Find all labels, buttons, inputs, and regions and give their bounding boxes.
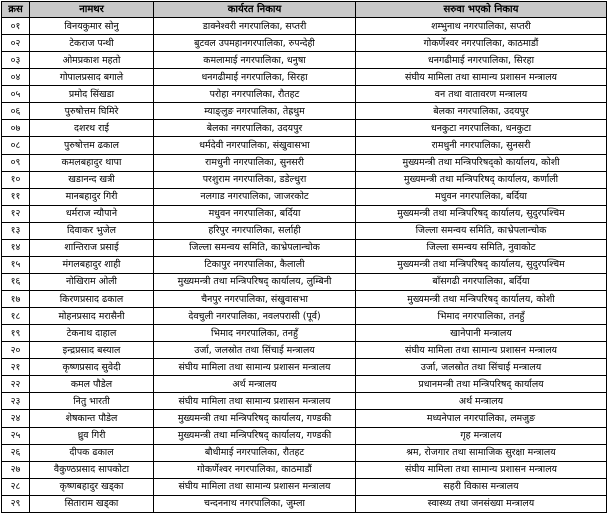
cell-serial: ०८ <box>2 137 30 154</box>
cell-serial: ०२ <box>2 35 30 52</box>
cell-name: दीपक ढकाल <box>30 444 154 461</box>
cell-serial: २० <box>2 342 30 359</box>
cell-transferred-office: संघीय मामिला तथा सामान्य प्रशासन मन्त्रालय <box>356 69 607 86</box>
table-row <box>2 154 607 171</box>
cell-transferred-office: जिल्ला समन्वय समिति, काभ्रेपलान्चोक <box>356 222 607 239</box>
cell-serial: ०९ <box>2 154 30 171</box>
cell-current-office: बेलका नगरपालिका, उदयपुर <box>154 120 356 137</box>
cell-current-office: रामधुनी नगरपालिका, सुनसरी <box>154 154 356 171</box>
table-row <box>2 52 607 69</box>
cell-name: दशरथ राई <box>30 120 154 137</box>
table-row <box>2 18 607 35</box>
cell-name: शेषकान्त पौडेल <box>30 410 154 427</box>
cell-serial: १४ <box>2 239 30 256</box>
cell-serial: १० <box>2 171 30 188</box>
cell-transferred-office: गृह मन्त्रालय <box>356 427 607 444</box>
table-header-row <box>2 2 607 18</box>
cell-transferred-office: भिमाद नगरपालिका, तनहुँ <box>356 308 607 325</box>
table-row <box>2 86 607 103</box>
table-row <box>2 478 607 495</box>
cell-transferred-office: संघीय मामिला तथा सामान्य प्रशासन मन्त्रालय <box>356 342 607 359</box>
cell-name: मानबहादुर गिरी <box>30 188 154 205</box>
cell-serial: ०३ <box>2 52 30 69</box>
cell-transferred-office: जिल्ला समन्वय समिति, नुवाकोट <box>356 239 607 256</box>
cell-name: किरणप्रसाद ढकाल <box>30 291 154 308</box>
cell-serial: ०७ <box>2 120 30 137</box>
table-row <box>2 308 607 325</box>
cell-transferred-office: उर्जा, जलस्रोत तथा सिंचाई मन्त्रालय <box>356 359 607 376</box>
cell-current-office: धनगढीमाई नगरपालिका, सिरहा <box>154 69 356 86</box>
cell-serial: २८ <box>2 478 30 495</box>
cell-serial: १५ <box>2 256 30 273</box>
cell-current-office: संघीय मामिला तथा सामान्य प्रशासन मन्त्रालय <box>154 393 356 410</box>
table-row <box>2 256 607 273</box>
cell-serial: २६ <box>2 444 30 461</box>
cell-serial: २५ <box>2 427 30 444</box>
cell-transferred-office: श्रम, रोजगार तथा सामाजिक सुरक्षा मन्त्रालय <box>356 444 607 461</box>
cell-current-office: अर्थ मन्त्रालय <box>154 376 356 393</box>
cell-name: नितु भारती <box>30 393 154 410</box>
cell-current-office: मुख्यमन्त्री तथा मन्त्रिपरिषद् कार्यालय, गण्डकी <box>154 410 356 427</box>
cell-serial: २२ <box>2 376 30 393</box>
table-row <box>2 495 607 512</box>
cell-current-office: डाक्नेश्वरी नगरपालिका, सप्तरी <box>154 18 356 35</box>
table-row <box>2 188 607 205</box>
cell-serial: २७ <box>2 461 30 478</box>
table-row <box>2 69 607 86</box>
table-row <box>2 325 607 342</box>
cell-name: कमल पौडेल <box>30 376 154 393</box>
cell-name: मंगलबहादुर शाही <box>30 256 154 273</box>
cell-transferred-office: बेलका नगरपालिका, उदयपुर <box>356 103 607 120</box>
cell-serial: २४ <box>2 410 30 427</box>
cell-transferred-office: धनगढीमाई नगरपालिका, सिरहा <box>356 52 607 69</box>
table-body <box>2 18 607 513</box>
cell-serial: १८ <box>2 308 30 325</box>
cell-name: सिताराम खड्का <box>30 495 154 512</box>
cell-transferred-office: शम्भुनाथ नगरपालिका, सप्तरी <box>356 18 607 35</box>
cell-current-office: धर्मदेवी नगरपालिका, संखुवासभा <box>154 137 356 154</box>
cell-current-office: बुटवल उपमहानगरपालिका, रुपन्देही <box>154 35 356 52</box>
table-row <box>2 273 607 290</box>
cell-transferred-office: संघीय मामिला तथा सामान्य प्रशासन मन्त्रालय <box>356 461 607 478</box>
cell-name: मोहनप्रसाद मरासैनी <box>30 308 154 325</box>
cell-current-office: मुख्यमन्त्री तथा मन्त्रिपरिषद् कार्यालय, गण्डकी <box>154 427 356 444</box>
cell-name: इन्द्रप्रसाद बस्याल <box>30 342 154 359</box>
cell-transferred-office: अर्थ मन्त्रालय <box>356 393 607 410</box>
cell-serial: ०१ <box>2 18 30 35</box>
table-row <box>2 205 607 222</box>
table-row <box>2 342 607 359</box>
cell-name: टेकनाथ दाहाल <box>30 325 154 342</box>
cell-current-office: कमलामाई नगरपालिका, धनुषा <box>154 52 356 69</box>
table-row <box>2 427 607 444</box>
cell-current-office: चैनपुर नगरपालिका, संखुवासभा <box>154 291 356 308</box>
cell-current-office: बौधीमाई नगरपालिका, रौतहट <box>154 444 356 461</box>
cell-serial: २९ <box>2 495 30 512</box>
table-row <box>2 35 607 52</box>
header-transferred-office: सरुवा भएको निकाय <box>356 2 607 18</box>
cell-current-office: मधुवन नगरपालिका, बर्दिया <box>154 205 356 222</box>
table-row <box>2 359 607 376</box>
table-row <box>2 137 607 154</box>
cell-current-office: म्याङ्लुङ नगरपालिका, तेह्रथुम <box>154 103 356 120</box>
cell-serial: १३ <box>2 222 30 239</box>
cell-name: ध्रुव गिरी <box>30 427 154 444</box>
cell-transferred-office: गोकर्णेश्वर नगरपालिका, काठमाडौं <box>356 35 607 52</box>
cell-serial: १७ <box>2 291 30 308</box>
cell-current-office: परशुराम नगरपालिका, डडेल्धुरा <box>154 171 356 188</box>
cell-name: पुरुषोत्तम ढकाल <box>30 137 154 154</box>
cell-name: कृष्णबहादुर खड्का <box>30 478 154 495</box>
cell-current-office: गोकर्णेश्वर नगरपालिका, काठमाडौं <box>154 461 356 478</box>
transfer-table <box>1 1 607 513</box>
cell-serial: १६ <box>2 273 30 290</box>
cell-transferred-office: प्रधानमन्त्री तथा मन्त्रिपरिषद् कार्यालय <box>356 376 607 393</box>
cell-name: विनयकुमार सोनु <box>30 18 154 35</box>
cell-current-office: नलगाड नगरपालिका, जाजरकोट <box>154 188 356 205</box>
cell-transferred-office: स्वास्थ्य तथा जनसंख्या मन्त्रालय <box>356 495 607 512</box>
cell-name: शान्तिराज प्रसाई <box>30 239 154 256</box>
cell-current-office: संघीय मामिला तथा सामान्य प्रशासन मन्त्रालय <box>154 359 356 376</box>
cell-current-office: भिमाद नगरपालिका, तनहुँ <box>154 325 356 342</box>
table-row <box>2 291 607 308</box>
cell-serial: १९ <box>2 325 30 342</box>
table-row <box>2 410 607 427</box>
cell-name: गोपालप्रसाद बगाले <box>30 69 154 86</box>
cell-current-office: मुख्यमन्त्री तथा मन्त्रिपरिषद् कार्यालय, लुम्बिनी <box>154 273 356 290</box>
table-row <box>2 461 607 478</box>
table-row <box>2 222 607 239</box>
table-row <box>2 120 607 137</box>
header-serial: क्रस <box>2 2 30 18</box>
cell-transferred-office: मुख्यमन्त्री तथा मन्त्रिपरिषद् कार्यालय, कोशी <box>356 291 607 308</box>
cell-name: नोखिराम ओली <box>30 273 154 290</box>
cell-transferred-office: मुख्यमन्त्री तथा मन्त्रिपरिषद् कार्यालय, सुदुरपश्चिम <box>356 256 607 273</box>
cell-serial: ०५ <box>2 86 30 103</box>
cell-current-office: परोहा नगरपालिका, रौतहट <box>154 86 356 103</box>
table-row <box>2 171 607 188</box>
cell-current-office: उर्जा, जलस्रोत तथा सिंचाई मन्त्रालय <box>154 342 356 359</box>
table-row <box>2 444 607 461</box>
cell-transferred-office: रामधुनी नगरपालिका, सुनसरी <box>356 137 607 154</box>
cell-transferred-office: मुख्यमन्त्री तथा मन्त्रिपरिषद् कार्यालय, सुदुरपश्चिम <box>356 205 607 222</box>
cell-name: प्रमोद सिंखडा <box>30 86 154 103</box>
cell-name: कृष्णप्रसाद सुवेदी <box>30 359 154 376</box>
cell-transferred-office: मुख्यमन्त्री तथा मन्त्रिपरिषद् कार्यालय, कर्णाली <box>356 171 607 188</box>
cell-name: खडानन्द खत्री <box>30 171 154 188</box>
cell-serial: ११ <box>2 188 30 205</box>
cell-serial: २३ <box>2 393 30 410</box>
cell-current-office: चन्दननाथ नगरपालिका, जुम्ला <box>154 495 356 512</box>
table-row <box>2 393 607 410</box>
cell-serial: १२ <box>2 205 30 222</box>
table-row <box>2 103 607 120</box>
cell-name: कमलबहादुर थापा <box>30 154 154 171</box>
cell-transferred-office: खानेपानी मन्त्रालय <box>356 325 607 342</box>
cell-name: टेकराज पन्थी <box>30 35 154 52</box>
cell-current-office: जिल्ला समन्वय समिति, काभ्रेपलान्चोक <box>154 239 356 256</box>
cell-transferred-office: मधुवन नगरपालिका, बर्दिया <box>356 188 607 205</box>
cell-name: ओमप्रकाश महतो <box>30 52 154 69</box>
cell-name: धर्मराज न्यौपाने <box>30 205 154 222</box>
table-row <box>2 239 607 256</box>
cell-name: वैकुण्ठप्रसाद सापकोटा <box>30 461 154 478</box>
cell-name: दिवाकर भुजेल <box>30 222 154 239</box>
cell-transferred-office: मध्यनेपाल नगरपालिका, लमजुङ <box>356 410 607 427</box>
header-name: नामथर <box>30 2 154 18</box>
cell-name: पुरुषोत्तम घिमिरे <box>30 103 154 120</box>
header-current-office: कार्यरत निकाय <box>154 2 356 18</box>
cell-transferred-office: वन तथा वातावरण मन्त्रालय <box>356 86 607 103</box>
cell-serial: ०६ <box>2 103 30 120</box>
cell-current-office: संघीय मामिला तथा सामान्य प्रशासन मन्त्रालय <box>154 478 356 495</box>
cell-serial: २१ <box>2 359 30 376</box>
cell-serial: ०४ <box>2 69 30 86</box>
cell-transferred-office: मुख्यमन्त्री तथा मन्त्रिपरिषद्को कार्यालय, कोशी <box>356 154 607 171</box>
cell-current-office: हरिपुर नगरपालिका, सर्लाही <box>154 222 356 239</box>
cell-transferred-office: धनकुटा नगरपालिका, धनकुटा <box>356 120 607 137</box>
cell-transferred-office: सहरी विकास मन्त्रालय <box>356 478 607 495</box>
cell-current-office: देवचुली नगरपालिका, नवलपरासी (पूर्व) <box>154 308 356 325</box>
table-row <box>2 376 607 393</box>
cell-current-office: टिकापुर नगरपालिका, कैलाली <box>154 256 356 273</box>
cell-transferred-office: बाँसगढी नगरपालिका, बर्दिया <box>356 273 607 290</box>
